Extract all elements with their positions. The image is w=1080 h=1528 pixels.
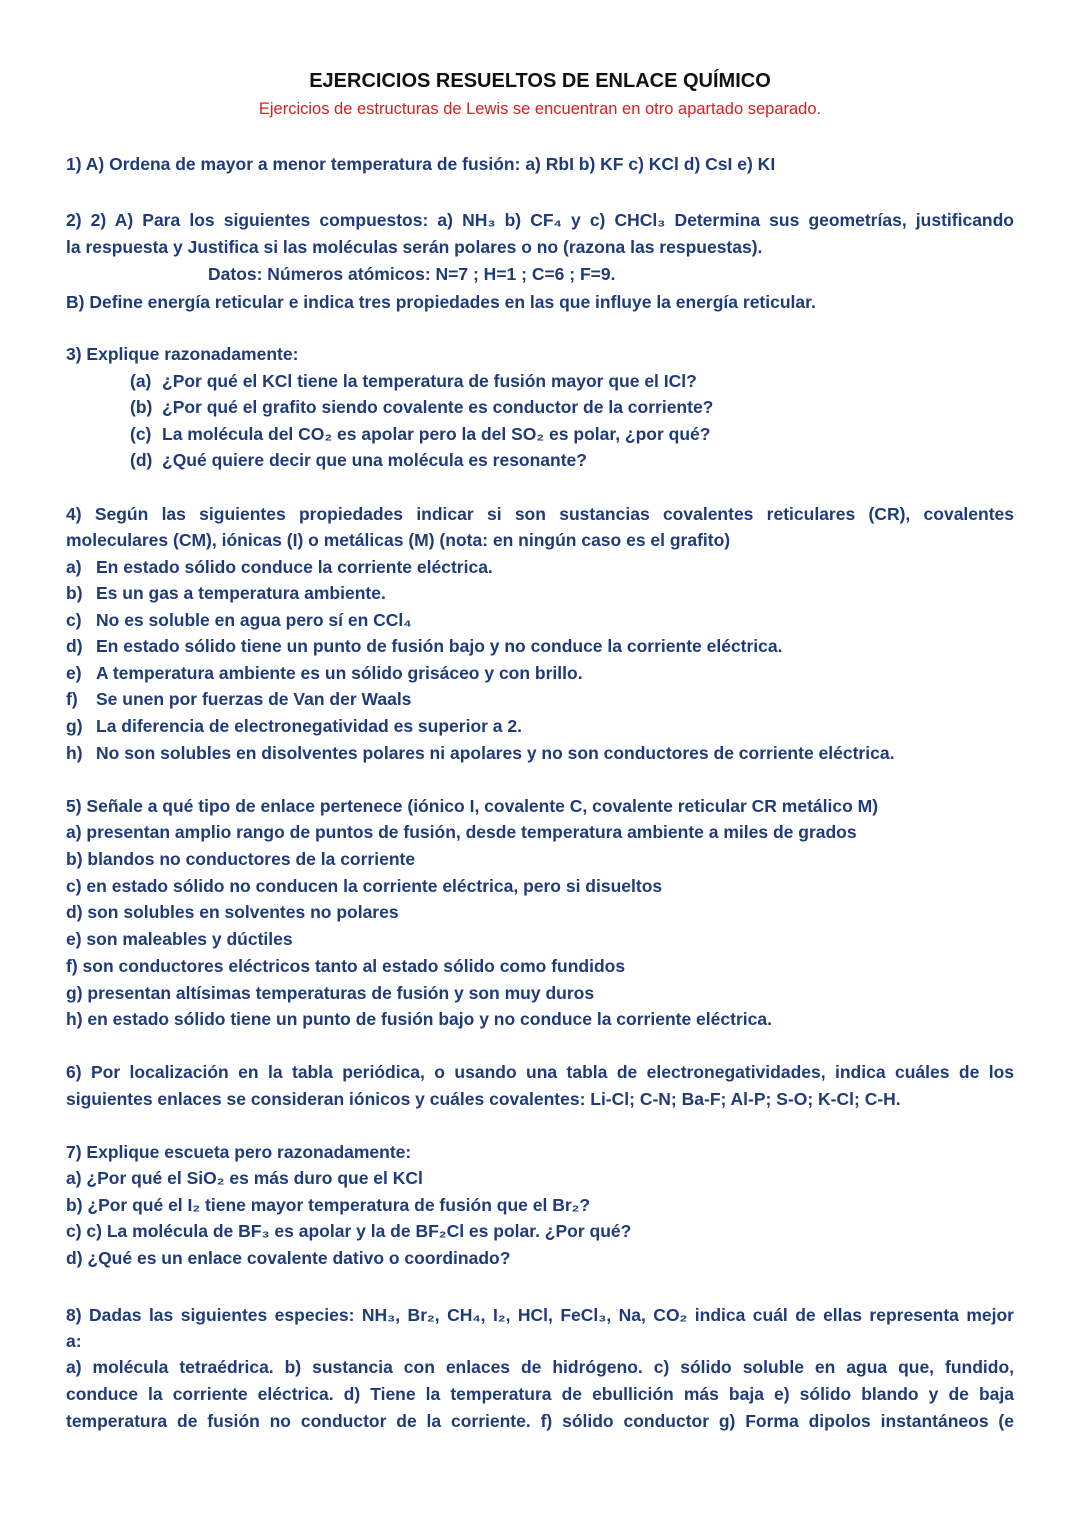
- item-tag: c): [66, 610, 82, 630]
- exercise-4-item: [66, 715, 522, 737]
- exercise-2-line-1: 2) 2) A) Para los siguientes compuestos: a) NH₃ b) CF₄ y c) CHCl₃ Determina sus geometrías, justificando: [66, 210, 1014, 230]
- exercise-5-item: e) son maleables y dúctiles: [66, 929, 293, 949]
- item-text: En estado sólido conduce la corriente eléctrica.: [96, 557, 493, 577]
- item-tag: (b): [130, 397, 153, 417]
- exercise-5-heading: 5) Señale a qué tipo de enlace pertenece (iónico I, covalente C, covalente reticular CR metálico M): [66, 796, 879, 816]
- item-text: La molécula del CO₂ es apolar pero la del SO₂ es polar, ¿por qué?: [162, 424, 711, 444]
- exercise-4-item: [66, 609, 412, 631]
- page-subtitle: Ejercicios de estructuras de Lewis se encuentran en otro apartado separado.: [258, 100, 822, 118]
- item-text: Se unen por fuerzas de Van der Waals: [96, 689, 412, 709]
- item-text: ¿Por qué el KCl tiene la temperatura de fusión mayor que el ICl?: [162, 371, 697, 391]
- exercise-4-item: [66, 556, 493, 578]
- exercise-4-line-2: moleculares (CM), iónicas (I) o metálicas (M) (nota: en ningún caso es el grafito): [66, 530, 731, 550]
- exercise-3-item: [130, 396, 713, 418]
- item-tag: (c): [130, 424, 152, 444]
- page-title: EJERCICIOS RESUELTOS DE ENLACE QUÍMICO: [309, 70, 771, 92]
- exercise-4-item: [66, 635, 783, 657]
- exercise-7-item: c) c) La molécula de BF₃ es apolar y la de BF₂Cl es polar. ¿Por qué?: [66, 1221, 632, 1241]
- item-text: ¿Por qué el grafito siendo covalente es conductor de la corriente?: [162, 397, 714, 417]
- exercise-7-heading: 7) Explique escueta pero razonadamente:: [66, 1142, 412, 1162]
- item-text: A temperatura ambiente es un sólido grisáceo y con brillo.: [96, 663, 583, 683]
- item-tag: (a): [130, 371, 152, 391]
- exercise-4-item: [66, 662, 583, 684]
- item-tag: (d): [130, 450, 153, 470]
- exercise-5-item: d) son solubles en solventes no polares: [66, 902, 399, 922]
- exercise-5-item: b) blandos no conductores de la corriente: [66, 849, 416, 869]
- exercise-6-line-1: 6) Por localización en la tabla periódica, o usando una tabla de electronegatividades, indica cuáles de los: [66, 1062, 1014, 1082]
- exercise-5-item: c) en estado sólido no conducen la corriente eléctrica, pero si disueltos: [66, 876, 663, 896]
- exercise-2-line-2: la respuesta y Justifica si las moléculas serán polares o no (razona las respuestas).: [66, 237, 763, 257]
- exercise-4-item: [66, 742, 894, 764]
- exercise-8-line-4: conduce la corriente eléctrica. d) Tiene la temperatura de ebullición más baja e) sólido blando y de baja: [66, 1384, 1014, 1404]
- exercise-4-item: [66, 582, 386, 604]
- exercise-8-line-3: a) molécula tetraédrica. b) sustancia con enlaces de hidrógeno. c) sólido soluble en agua que, fundido,: [66, 1357, 1014, 1377]
- item-tag: b): [66, 583, 83, 603]
- exercise-3-item: [130, 370, 697, 392]
- exercise-7-item: b) ¿Por qué el I₂ tiene mayor temperatura de fusión que el Br₂?: [66, 1195, 591, 1215]
- exercise-7-item: a) ¿Por qué el SiO₂ es más duro que el KCl: [66, 1168, 423, 1188]
- item-tag: h): [66, 743, 83, 763]
- exercise-5-item: g) presentan altísimas temperaturas de fusión y son muy duros: [66, 983, 595, 1003]
- exercise-8-line-2: a:: [66, 1331, 82, 1351]
- exercise-8-line-5: temperatura de fusión no conductor de la corriente. f) sólido conductor g) Forma dipolos instantáneos (e: [66, 1411, 1014, 1431]
- exercise-2-part-b: B) Define energía reticular e indica tres propiedades en las que influye la energía reticular.: [66, 292, 816, 312]
- item-text: ¿Qué quiere decir que una molécula es resonante?: [162, 450, 587, 470]
- exercise-5-item: a) presentan amplio rango de puntos de fusión, desde temperatura ambiente a miles de grados: [66, 822, 857, 842]
- item-text: No son solubles en disolventes polares ni apolares y no son conductores de corriente eléctrica.: [96, 743, 895, 763]
- exercise-5-item: f) son conductores eléctricos tanto al estado sólido como fundidos: [66, 956, 626, 976]
- exercise-3-item: [130, 423, 710, 445]
- exercise-8-line-1: 8) Dadas las siguientes especies: NH₃, Br₂, CH₄, I₂, HCl, FeCl₃, Na, CO₂ indica cuál de ellas representa mejor: [66, 1305, 1014, 1325]
- exercise-5-item: h) en estado sólido tiene un punto de fusión bajo y no conduce la corriente eléctrica.: [66, 1009, 772, 1029]
- item-tag: a): [66, 557, 82, 577]
- item-tag: e): [66, 663, 82, 683]
- item-text: No es soluble en agua pero sí en CCl₄: [96, 610, 412, 630]
- exercise-4-line-1: 4) Según las siguientes propiedades indicar si son sustancias covalentes reticulares (CR), covalentes: [66, 504, 1014, 524]
- exercise-4-item: [66, 688, 411, 710]
- item-tag: f): [66, 689, 78, 709]
- exercise-3-item: [130, 449, 587, 471]
- item-tag: d): [66, 636, 83, 656]
- item-text: En estado sólido tiene un punto de fusión bajo y no conduce la corriente eléctrica.: [96, 636, 783, 656]
- item-text: La diferencia de electronegatividad es superior a 2.: [96, 716, 522, 736]
- exercise-2-datos: Datos: Números atómicos: N=7 ; H=1 ; C=6 ; F=9.: [208, 264, 616, 284]
- exercise-3-heading: 3) Explique razonadamente:: [66, 344, 299, 364]
- exercise-1: 1) A) Ordena de mayor a menor temperatura de fusión: a) RbI b) KF c) KCl d) CsI e) KI: [66, 154, 776, 174]
- exercise-6-line-2: siguientes enlaces se consideran iónicos y cuáles covalentes: Li-Cl; C-N; Ba-F; Al-P; S-O; K-Cl; C-H.: [66, 1089, 901, 1109]
- item-text: Es un gas a temperatura ambiente.: [96, 583, 386, 603]
- exercise-7-item: d) ¿Qué es un enlace covalente dativo o coordinado?: [66, 1248, 511, 1268]
- item-tag: g): [66, 716, 83, 736]
